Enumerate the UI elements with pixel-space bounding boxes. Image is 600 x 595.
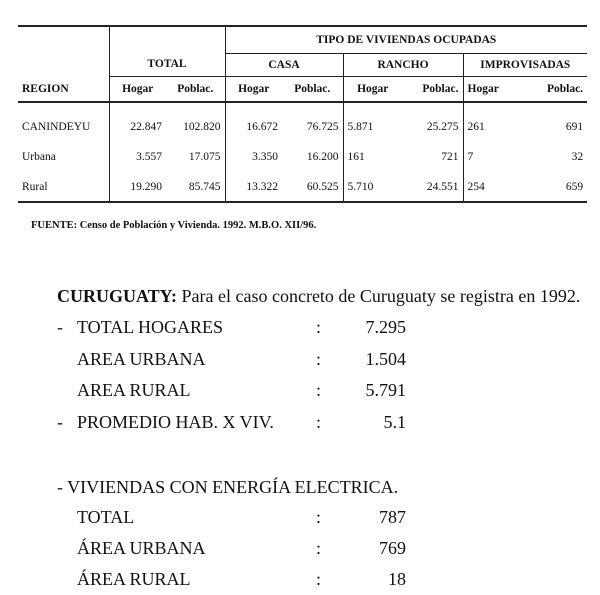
item-label: PROMEDIO HAB. X VIV. [77, 412, 274, 432]
item-colon: : [316, 317, 322, 337]
value-cell: 659 [525, 172, 587, 202]
value-cell: 161 [343, 142, 402, 172]
subheader-casa-poblac: Poblac. [282, 76, 343, 102]
value-cell: 102.820 [183, 121, 221, 133]
group-header-casa: CASA [225, 53, 343, 76]
value-cell: 24.551 [402, 172, 463, 202]
value-cell: 261 [463, 112, 525, 142]
region-cell: Rural [18, 172, 109, 202]
value-cell: 17.075 [188, 151, 221, 163]
corner-cell [18, 26, 109, 53]
value-cell: 60.525 [282, 172, 343, 202]
total-group-spacer [109, 26, 225, 53]
item-value: 769 [379, 538, 406, 558]
region-cell: CANINDEYU [22, 121, 91, 133]
housing-table-container [18, 25, 587, 203]
housing-type-group-header: TIPO DE VIVIENDAS OCUPADAS [225, 26, 587, 53]
group-header-rancho: RANCHO [343, 53, 463, 76]
summary-item-promedio [0, 412, 600, 436]
item-value: 5.791 [365, 380, 406, 400]
value-cell: 5.871 [343, 112, 402, 142]
item-colon: : [316, 569, 322, 589]
item-value: 5.1 [383, 412, 406, 432]
value-cell: 254 [463, 172, 525, 202]
group-header-total: TOTAL [109, 53, 225, 76]
item-label: TOTAL HOGARES [77, 317, 224, 337]
item-label: AREA RURAL [77, 380, 191, 400]
value-cell: 25.275 [426, 121, 459, 133]
value-cell: 32 [571, 151, 584, 163]
item-dash: - [57, 412, 63, 432]
item-value: 1.504 [365, 349, 406, 369]
subheader-rancho-poblac: Poblac. [402, 76, 463, 102]
subheader-improvisadas-hogar: Hogar [463, 76, 525, 102]
value-cell: 5.710 [343, 172, 402, 202]
value-cell: 16.200 [306, 151, 339, 163]
value-cell: 76.725 [306, 121, 339, 133]
value-cell: 22.847 [109, 112, 166, 142]
value-cell: 7 [463, 142, 525, 172]
region-spacer [18, 53, 109, 76]
value-cell: 13.322 [225, 172, 282, 202]
item-label: ÁREA RURAL [77, 569, 191, 589]
table-row-urbana [18, 142, 587, 172]
energy-heading: - VIVIENDAS CON ENERGÍA ELECTRICA. [57, 477, 399, 497]
table-row-canindeyu [18, 112, 587, 142]
housing-table [18, 25, 587, 203]
value-cell: 19.290 [109, 172, 166, 202]
summary-intro: Para el caso concreto de Curuguaty se registra en 1992. [177, 286, 581, 306]
item-dash: - [57, 317, 63, 337]
value-cell: 16.672 [225, 112, 282, 142]
group-header-improvisadas: IMPROVISADAS [463, 53, 587, 76]
subheader-total-poblac: Poblac. [166, 76, 225, 102]
summary-item-total-hogares [0, 317, 600, 341]
item-label: AREA URBANA [77, 349, 206, 369]
subheader-improvisadas-poblac: Poblac. [525, 76, 587, 102]
source-note: FUENTE: Censo de Población y Vivienda. 1992. M.B.O. XII/96. [31, 220, 317, 231]
subheader-total-hogar: Hogar [109, 76, 166, 102]
summary-item-area-rural [0, 380, 600, 404]
item-colon: : [316, 538, 322, 558]
table-row-rural [18, 172, 587, 202]
value-cell: 691 [565, 121, 584, 133]
item-value: 787 [379, 507, 406, 527]
item-colon: : [316, 380, 322, 400]
summary-heading [57, 286, 580, 307]
item-label: TOTAL [77, 507, 135, 527]
item-colon: : [316, 507, 322, 527]
item-colon: : [316, 412, 322, 432]
energy-item-total [0, 507, 600, 531]
subheader-casa-hogar: Hogar [225, 76, 282, 102]
value-cell: 3.350 [225, 142, 282, 172]
region-header: REGION [18, 76, 109, 102]
item-colon: : [316, 349, 322, 369]
item-value: 18 [388, 569, 406, 589]
value-cell: 3.557 [109, 142, 166, 172]
summary-title: CURUGUATY: [57, 286, 178, 306]
energy-item-area-urbana [0, 538, 600, 562]
value-cell: 721 [441, 151, 459, 163]
summary-item-area-urbana [0, 349, 600, 373]
energy-item-area-rural [0, 569, 600, 593]
item-label: ÁREA URBANA [77, 538, 206, 558]
value-cell: 85.745 [166, 172, 225, 202]
region-cell: Urbana [22, 151, 56, 163]
item-value: 7.295 [365, 317, 406, 337]
subheader-rancho-hogar: Hogar [343, 76, 402, 102]
